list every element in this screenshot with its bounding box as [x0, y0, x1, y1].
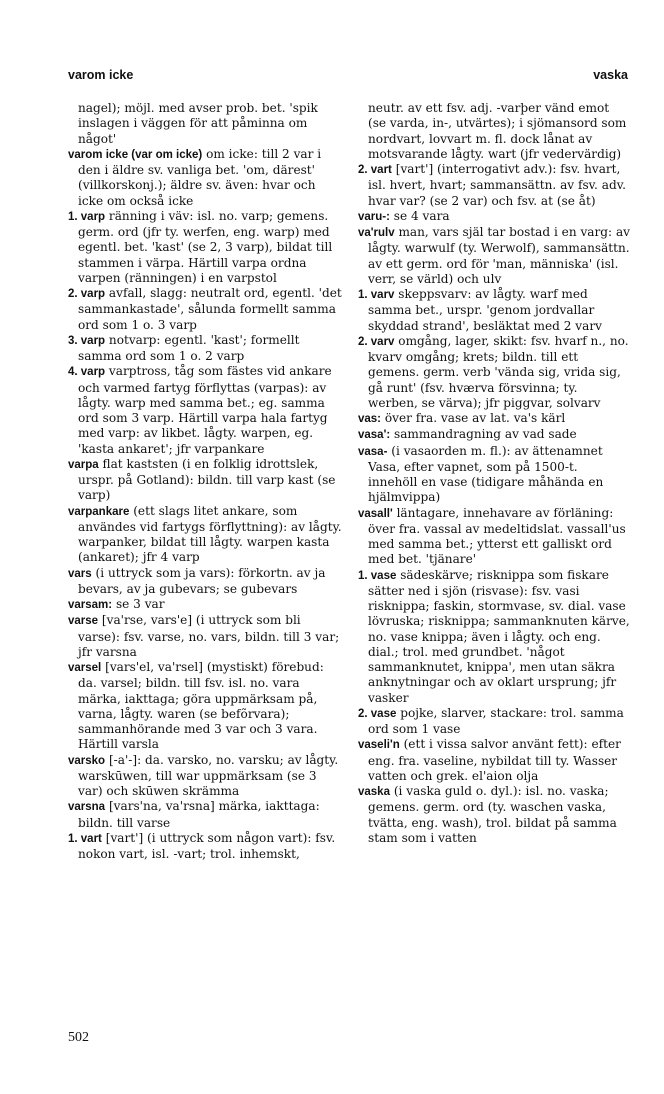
dictionary-entry [358, 287, 630, 334]
entry-headword: 1. varp [68, 210, 106, 223]
entry-headword: vasa': [358, 429, 391, 442]
entry-text: pojke, slarver, stackare: trol. samma ord som 1 vase [368, 705, 624, 736]
entry-text: (i vaska guld o. dyl.): isl. no. vaska; gemens. germ. ord (ty. waschen vaska, tvätta, eng. wash), trol. bildat på samma stam som i vatten [368, 784, 617, 845]
entry-text: notvarp: egentl. 'kast'; formellt samma ord som 1 o. 2 varp [78, 332, 300, 363]
entry-text: ränning i väv: isl. no. varp; gemens. germ. ord (jfr ty. werfen, eng. warp) med egentl. bet. 'kast' (se 2, 3 varp), bildat till stammen i värpa. Härtill varpa ordna varpen (ränningen) i en varpstol [78, 208, 333, 285]
dictionary-entry [68, 613, 342, 660]
entry-text: läntagare, innehavare av förläning: över fra. vassal av medeltidslat. vassall'us med samma bet.; ytterst ett galliskt ord med bet. 'tjänare' [368, 505, 626, 567]
dictionary-entry [358, 334, 630, 411]
dictionary-entry [68, 566, 342, 598]
dictionary-entry [68, 364, 342, 457]
entry-headword: 1. varv [358, 289, 395, 301]
dictionary-entry [68, 333, 342, 365]
dictionary-entry [358, 162, 630, 209]
header-left-guideword: varom icke [68, 68, 134, 82]
header-right-guideword: vaska [593, 68, 628, 82]
entry-headword: 2. varv [358, 335, 395, 348]
entry-headword: 2. varp [68, 288, 106, 300]
entry-headword: 1. vase [358, 569, 397, 582]
entry-text: om icke: till 2 var i den i äldre sv. vanliga bet. 'om, därest' (villkorskonj.); äldre sv. även: hvar och icke om också icke [78, 146, 322, 208]
entry-headword: 4. varp [68, 366, 106, 379]
entry-headword: varsam: [68, 599, 113, 611]
entry-headword: vaska [358, 786, 390, 798]
entry-headword: vasall' [358, 507, 393, 520]
entry-headword: varom icke (var om icke) [68, 148, 203, 161]
entry-text: [vart'] (interrogativt adv.): fsv. hvart, isl. hvert, hvart; sammansättn. av fsv. adv. hvar var? (se 2 var) och fsv. at (se åt) [368, 162, 626, 208]
dictionary-entry [68, 597, 342, 613]
entry-text: (i uttryck som ja vars): förkortn. av ja bevars, av ja gubevars; se gubevars [78, 565, 326, 596]
entry-headword: vas: [358, 413, 382, 425]
entry-text: omgång, lager, skikt: fsv. hvarf n., no. kvarv omgång; krets; bildn. till ett gemens. germ. verb 'vända sig, vrida sig, gå runt' (fsv. hværva försvinna; ty. werben, se värva); jfr piggvar, solvarv [368, 333, 629, 410]
dictionary-entry [358, 427, 630, 443]
dictionary-entry [68, 799, 342, 831]
entry-headword: varpankare [68, 505, 130, 518]
page-number: 502 [68, 1030, 89, 1045]
dictionary-entry [358, 101, 630, 162]
entry-text: [vart'] (i uttryck som någon vart): fsv. nokon vart, isl. -vart; trol. inhemskt, [78, 830, 336, 861]
entry-headword: va'rulv [358, 227, 395, 239]
entry-text: [va'rse, vars'e] (i uttryck som bli varse): fsv. varse, no. vars, bildn. till 3 var; jfr varsna [78, 613, 340, 659]
dictionary-entry [68, 660, 342, 753]
entry-text: sammandragning av vad sade [390, 427, 577, 442]
dictionary-entry [358, 444, 630, 506]
dictionary-entry [68, 101, 342, 147]
entry-text: (i vasaorden m. fl.): av ättenamnet Vasa, efter vapnet, som på 1500-t. innehöll en vase (tidigare måhända en hjälmvippa) [368, 443, 604, 505]
entry-headword: varse [68, 615, 99, 628]
left-column [68, 101, 342, 862]
dictionary-entry [358, 506, 630, 568]
entry-text: se 3 var [112, 597, 165, 611]
entry-headword: varpa [68, 458, 99, 471]
entry-text: [vars'na, va'rsna] märka, iakttaga: bildn. till varse [78, 799, 320, 830]
dictionary-entry [68, 753, 342, 800]
entry-headword: vars [68, 567, 92, 580]
dictionary-entry [358, 411, 630, 427]
entry-headword: 3. varp [68, 334, 106, 347]
right-column [358, 101, 630, 846]
entry-text: sädeskärve; risknippa som fiskare sätter ned i sjön (risvase): fsv. vasi risknippa; faskin, stormvase, sv. dial. vase lövruska; risknippa; sammanknuten kärve, no. vase knippa; även i lågty. och eng. dial.; trol. med grundbet. 'något sammanknutet, knippa', men utan säkra anknytningar och av oklart ursprung; jfr vasker [368, 567, 630, 705]
entry-headword: 2. vart [358, 164, 392, 176]
entry-text: skeppsvarv: av lågty. warf med samma bet., urspr. 'genom jordvallar skyddad strand', besläktat med 2 varv [368, 287, 602, 333]
dictionary-entry [68, 831, 342, 863]
dictionary-entry [68, 457, 342, 504]
entry-text: över fra. vase av lat. va's kärl [381, 411, 566, 425]
entry-headword: vasa- [358, 445, 388, 458]
entry-headword: 1. vart [68, 832, 102, 845]
running-header [68, 68, 628, 86]
entry-headword: varsko [68, 754, 106, 767]
entry-headword: varsel [68, 662, 102, 674]
entry-text: man, vars själ tar bostad i en varg: av lågty. warwulf (ty. Werwolf), sammansättn. av ett germ. ord för 'man, människa' (isl. verr, se värld) och ulv [368, 225, 630, 286]
entry-text: varptross, tåg som fästes vid ankare och varmed fartyg förflyttas (varpas): av lågty. warp med samma bet.; eg. samma ord som 3 varp. Härtill varpa hala fartyg med varp: av likbet. lågty. warpen, eg. 'kasta ankaret'; jfr varpankare [78, 364, 332, 456]
dictionary-entry [68, 504, 342, 566]
dictionary-entry [68, 286, 342, 333]
dictionary-entry [358, 706, 630, 738]
entry-text: se 4 vara [389, 208, 450, 223]
entry-headword: vaseli'n [358, 739, 400, 752]
dictionary-entry [358, 737, 630, 784]
entry-text: avfall, slagg: neutralt ord, egentl. 'det sammankastade', sålunda formellt samma ord som 1 o. 3 varp [78, 286, 342, 332]
entry-headword: varu-: [358, 210, 390, 223]
dictionary-entry [358, 568, 630, 706]
entry-text: (ett i vissa salvor använt fett): efter eng. fra. vaseline, nybildat till ty. Wasser vatten och grek. el'aion olja [368, 737, 621, 783]
dictionary-entry [358, 225, 630, 287]
dictionary-entry [68, 147, 342, 209]
entry-text: nagel); möjl. med avser prob. bet. 'spik inslagen i väggen för att påminna om något' [78, 101, 318, 146]
entry-text: (ett slags litet ankare, som användes vid fartygs förflyttning): av lågty. warpanker, bildat till lågty. warpen kasta (ankaret); jfr 4 varp [78, 503, 342, 565]
entry-headword: 2. vase [358, 707, 397, 720]
entry-headword: varsna [68, 801, 106, 814]
entry-text: [-a'-]: da. varsko, no. varsku; av lågty. warskūwen, till war uppmärksam (se 3 var) och skūwen skrämma [78, 752, 339, 798]
entry-text: [vars'el, va'rsel] (mystiskt) förebud: da. varsel; bildn. till fsv. isl. no. vara märka, iakttaga; göra uppmärksam på, varna, lågty. waren (se befõrvara); sammanhörande med 3 var och 3 vara. Härtill varsla [78, 660, 324, 752]
entry-text: flat kaststen (i en folklig idrottslek, urspr. på Gotland): bildn. till varp kast (se varp) [78, 456, 336, 503]
dictionary-entry [358, 784, 630, 846]
dictionary-entry [68, 209, 342, 286]
entry-text: neutr. av ett fsv. adj. -varþer vänd emot (se varda, in-, utvärtes); i sjömansord som nordvart, lovvart m. fl. dock lånat av motsvarande lågty. wart (jfr vedervärdig) [368, 101, 627, 161]
dictionary-entry [358, 209, 630, 225]
